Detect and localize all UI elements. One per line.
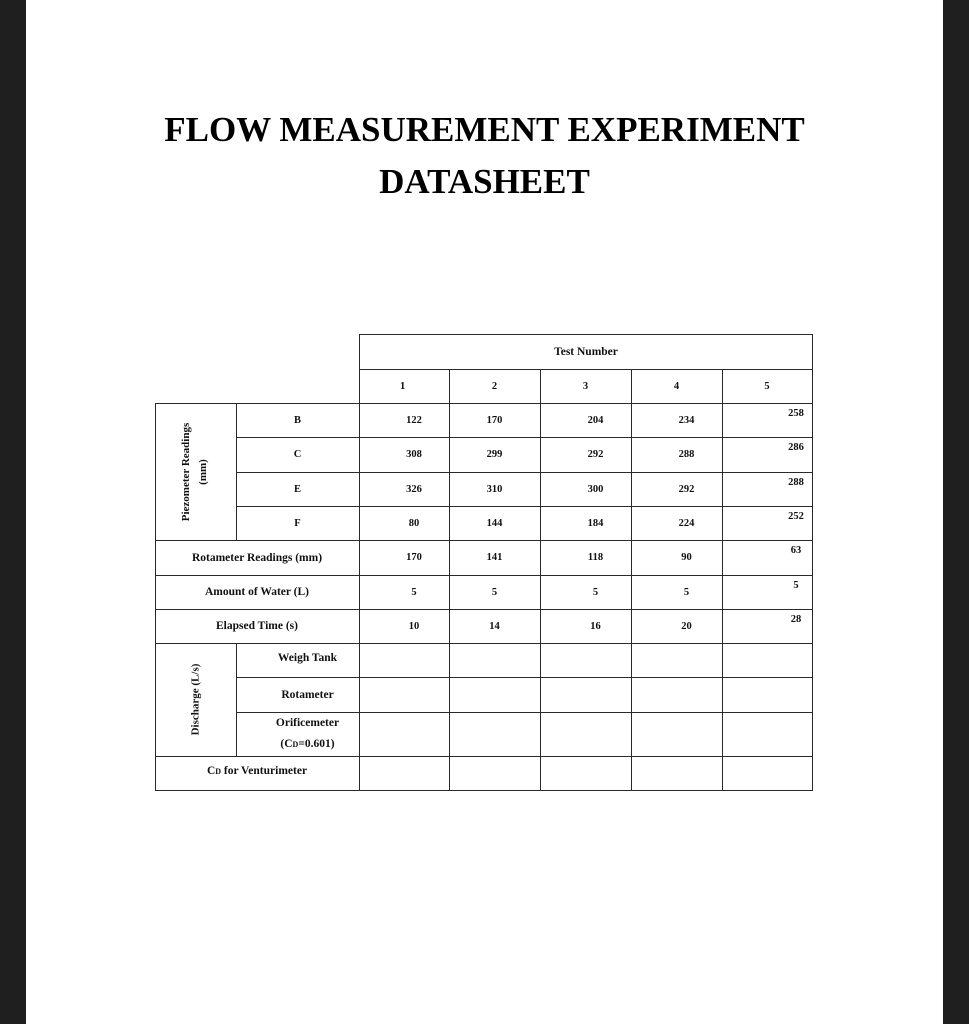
table-cell: 308 bbox=[406, 449, 422, 460]
test-number-3: 3 bbox=[582, 380, 589, 392]
discharge-group-label: Discharge (L/s) bbox=[189, 663, 202, 736]
table-cell: 10 bbox=[408, 620, 420, 632]
orificemeter-coefficient bbox=[280, 734, 334, 755]
page-title-line-2: DATASHEET bbox=[379, 162, 590, 201]
table-cell: 252 bbox=[788, 510, 804, 522]
table-cell: 90 bbox=[681, 552, 692, 563]
orificemeter-name: Orificemeter bbox=[275, 717, 340, 729]
table-cell: 5 bbox=[411, 586, 417, 598]
piezometer-group-title: Piezometer Readings bbox=[180, 422, 192, 522]
table-cell: 5 bbox=[592, 586, 599, 598]
test-number-4: 4 bbox=[673, 380, 680, 392]
cd-suffix: for Venturimeter bbox=[221, 765, 308, 777]
table-cell: 258 bbox=[788, 407, 804, 419]
table-cell: 184 bbox=[587, 517, 604, 529]
test-number-5: 5 bbox=[764, 380, 770, 392]
table-cell: 80 bbox=[408, 517, 420, 529]
coef-subscript: D bbox=[292, 740, 299, 749]
page-title-line-1: FLOW MEASUREMENT EXPERIMENT bbox=[164, 110, 805, 149]
table-cell: 16 bbox=[590, 620, 601, 632]
table-cell: 122 bbox=[406, 414, 422, 426]
piezometer-group-label bbox=[178, 402, 214, 542]
table-cell: 288 bbox=[678, 449, 695, 460]
table-cell: 300 bbox=[587, 483, 604, 495]
table-cell: 170 bbox=[406, 552, 422, 563]
grid-line bbox=[812, 334, 813, 791]
table-cell: 224 bbox=[678, 517, 695, 529]
table-cell: 286 bbox=[788, 441, 804, 453]
rotameter-discharge-label: Rotameter bbox=[281, 688, 334, 701]
table-cell: 63 bbox=[790, 544, 802, 556]
table-cell: 5 bbox=[491, 586, 498, 598]
table-cell: 292 bbox=[678, 483, 695, 495]
table-cell: 204 bbox=[587, 414, 604, 426]
coef-prefix: (C bbox=[280, 738, 293, 750]
table-cell: 5 bbox=[793, 579, 799, 591]
piezometer-row-label: E bbox=[293, 483, 301, 495]
table-cell: 288 bbox=[788, 476, 804, 488]
table-cell: 20 bbox=[681, 620, 692, 632]
table-cell: 292 bbox=[587, 449, 604, 460]
test-number-2: 2 bbox=[491, 380, 498, 392]
datasheet-page bbox=[26, 0, 943, 1024]
table-cell: 5 bbox=[683, 586, 690, 598]
piezometer-row-label: B bbox=[293, 414, 301, 426]
table-cell: 14 bbox=[489, 620, 500, 632]
table-cell: 299 bbox=[486, 449, 503, 460]
piezometer-row-label: C bbox=[293, 449, 302, 460]
datasheet-table bbox=[26, 0, 943, 1024]
elapsed-time-label: Elapsed Time (s) bbox=[215, 620, 298, 632]
weigh-tank-label: Weigh Tank bbox=[277, 652, 338, 664]
rotameter-readings-label: Rotameter Readings (mm) bbox=[191, 551, 323, 564]
amount-of-water-label: Amount of Water (L) bbox=[204, 586, 310, 598]
table-cell: 118 bbox=[587, 552, 604, 563]
table-cell: 310 bbox=[486, 483, 503, 495]
table-cell: 141 bbox=[486, 552, 503, 563]
cd-prefix: C bbox=[206, 765, 216, 777]
orificemeter-label bbox=[236, 712, 359, 756]
test-number-1: 1 bbox=[400, 380, 406, 392]
table-cell: 144 bbox=[486, 517, 503, 529]
cd-subscript: D bbox=[215, 766, 222, 776]
test-number-header: Test Number bbox=[554, 345, 618, 358]
piezometer-row-label: F bbox=[294, 517, 301, 529]
table-cell: 326 bbox=[406, 483, 422, 495]
cd-venturimeter-label bbox=[155, 756, 359, 786]
table-cell: 170 bbox=[486, 414, 503, 426]
table-cell: 28 bbox=[790, 613, 802, 625]
piezometer-group-unit: (mm) bbox=[197, 459, 209, 485]
coef-suffix: =0.601) bbox=[298, 738, 335, 750]
grid-line bbox=[155, 790, 813, 791]
table-cell: 234 bbox=[678, 414, 695, 426]
